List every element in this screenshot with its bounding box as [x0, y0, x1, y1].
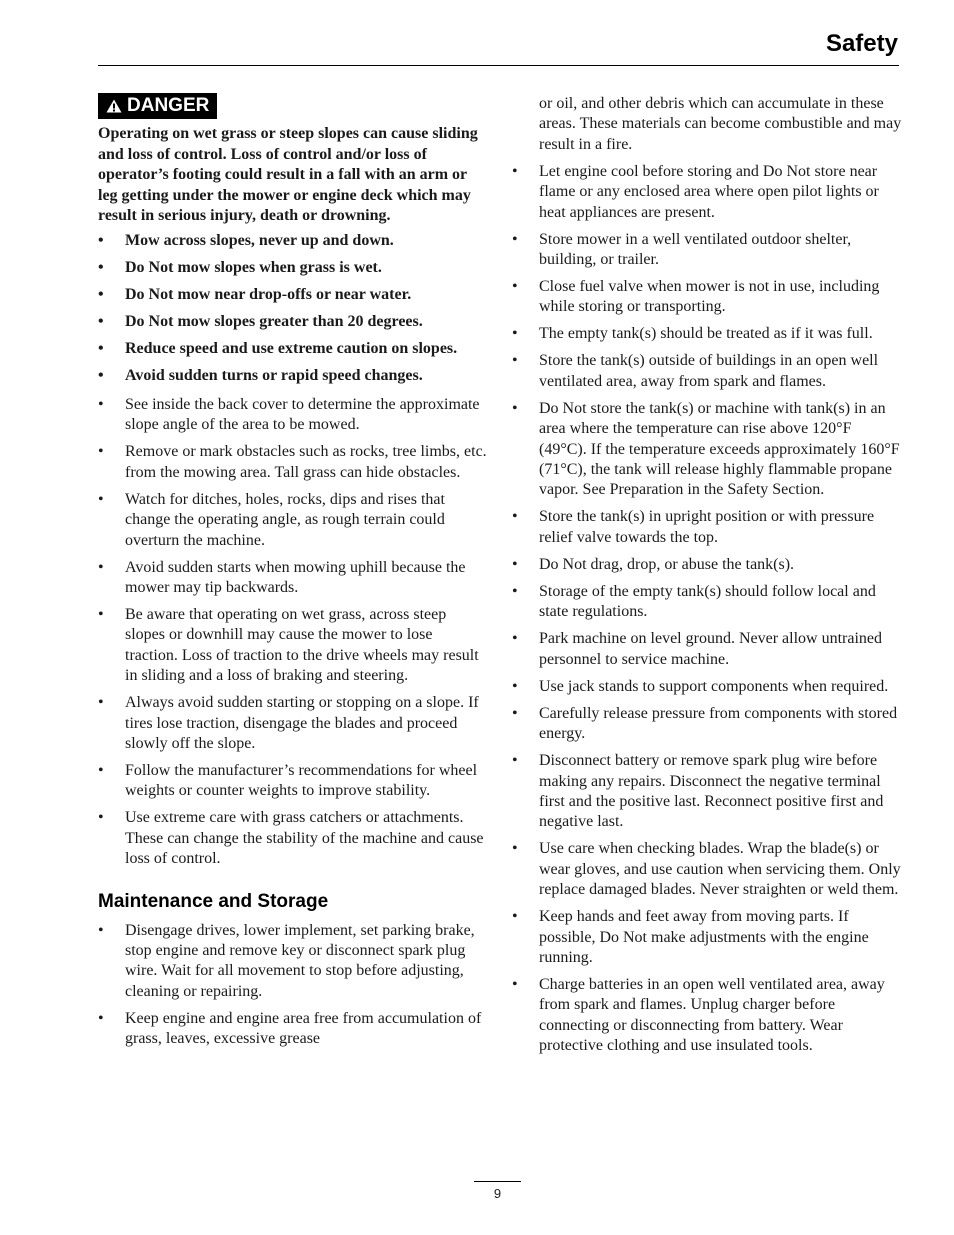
maintenance-heading: Maintenance and Storage [98, 890, 329, 912]
list-item: • Use care when checking blades. Wrap the blade(s) or wear gloves, and use caution when servicing them. Only replace damaged blades. Never straighten or weld them. [512, 840, 901, 899]
continued-list-text: or oil, and other debris which can accumulate in these areas. These materials can become combustible and may result in a fire. [539, 95, 902, 153]
danger-badge [98, 93, 217, 119]
danger-list-item: • Avoid sudden turns or rapid speed changes. [98, 366, 423, 384]
danger-list-item: • Mow across slopes, never up and down. [98, 231, 394, 249]
list-item: • Let engine cool before storing and Do Not store near flame or any enclosed area where open pilot lights or heat appliances are present. [512, 162, 879, 221]
right-column [512, 94, 902, 1063]
list-item: • The empty tank(s) should be treated as if it was full. [512, 325, 873, 343]
section-title: Safety [825, 30, 898, 57]
list-item: • Keep hands and feet away from moving parts. If possible, Do Not make adjustments with the engine running. [512, 908, 869, 966]
list-item: • Follow the manufacturer’s recommendations for wheel weights or counter weights to improve stability. [98, 761, 478, 800]
danger-list-item: • Reduce speed and use extreme caution on slopes. [98, 339, 458, 357]
list-item: • Charge batteries in an open well ventilated area, away from spark and flames. Unplug charger before connecting or disconnecting from battery. Wear protective clothing and use insulated tools. [512, 975, 885, 1055]
danger-list-item: • Do Not mow slopes greater than 20 degrees. [98, 312, 423, 330]
list-item: • Park machine on level ground. Never allow untrained personnel to service machine. [512, 630, 882, 668]
list-item: • Disengage drives, lower implement, set parking brake, stop engine and remove key or disconnect spark plug wire. Wait for all movement to stop before adjusting, cleaning or repairing. [98, 921, 475, 1000]
footer-divider [474, 1181, 521, 1182]
danger-label: DANGER [127, 94, 210, 116]
list-item: • Store mower in a well ventilated outdoor shelter, building, or trailer. [512, 230, 852, 269]
page-number: 9 [493, 1186, 502, 1201]
list-item: • Storage of the empty tank(s) should follow local and state regulations. [512, 582, 876, 621]
slope-safety-list [98, 395, 488, 870]
danger-list-item: • Do Not mow near drop-offs or near water. [98, 285, 412, 303]
list-item: • Remove or mark obstacles such as rocks, tree limbs, etc. from the mowing area. Tall grass can hide obstacles. [98, 443, 487, 481]
danger-list-item: • Do Not mow slopes when grass is wet. [98, 258, 382, 276]
list-item: • Use jack stands to support components when required. [512, 677, 889, 695]
maintenance-list-right [512, 162, 902, 1057]
list-item: • Avoid sudden starts when mowing uphill because the mower may tip backwards. [98, 558, 466, 596]
header-divider [98, 65, 899, 66]
list-item: • Store the tank(s) outside of buildings in an open well ventilated area, away from spark and flames. [512, 352, 879, 390]
list-item: • Do Not store the tank(s) or machine with tank(s) in an area where the temperature can rise above 120°F (49°C). If the temperature exceeds approximately 160°F (71°C), the tank will release highly flammable propane vapor. See Preparation in the Safety Section. [512, 399, 900, 499]
list-item: • Close fuel valve when mower is not in use, including while storing or transporting. [512, 278, 880, 316]
list-item: • Watch for ditches, holes, rocks, dips and rises that change the operating angle, as rough terrain could overturn the machine. [98, 490, 445, 549]
maintenance-list-left [98, 921, 488, 1050]
left-column [98, 93, 488, 1056]
list-item: • Always avoid sudden starting or stopping on a slope. If tires lose traction, disengage the blades and proceed slowly off the slope. [98, 694, 479, 752]
list-item: • Disconnect battery or remove spark plug wire before making any repairs. Disconnect the negative terminal first and the positive last. Reconnect positive first and negative last. [512, 752, 884, 831]
list-item: • Carefully release pressure from components with stored energy. [512, 704, 898, 743]
warning-triangle-icon [106, 99, 122, 113]
list-item: • Be aware that operating on wet grass, across steep slopes or downhill may cause the mower to lose traction. Loss of traction to the drive wheels may result in sliding and a loss of braking and steering. [98, 605, 479, 685]
list-item: • Keep engine and engine area free from accumulation of grass, leaves, excessive grease [98, 1009, 482, 1048]
danger-warning-text: Operating on wet grass or steep slopes can cause sliding and loss of control. Loss of control and/or loss of operator’s footing could result in a fall with an arm or leg getting under the mower or engine deck which may result in serious injury, death or drowning. [98, 125, 478, 224]
list-item: • Store the tank(s) in upright position or with pressure relief valve towards the top. [512, 508, 875, 546]
list-item: • See inside the back cover to determine the approximate slope angle of the area to be mowed. [98, 395, 480, 434]
list-item: • Use extreme care with grass catchers or attachments. These can change the stability of the machine and cause loss of control. [98, 809, 484, 868]
danger-list [98, 231, 488, 386]
list-item: • Do Not drag, drop, or abuse the tank(s). [512, 555, 795, 573]
